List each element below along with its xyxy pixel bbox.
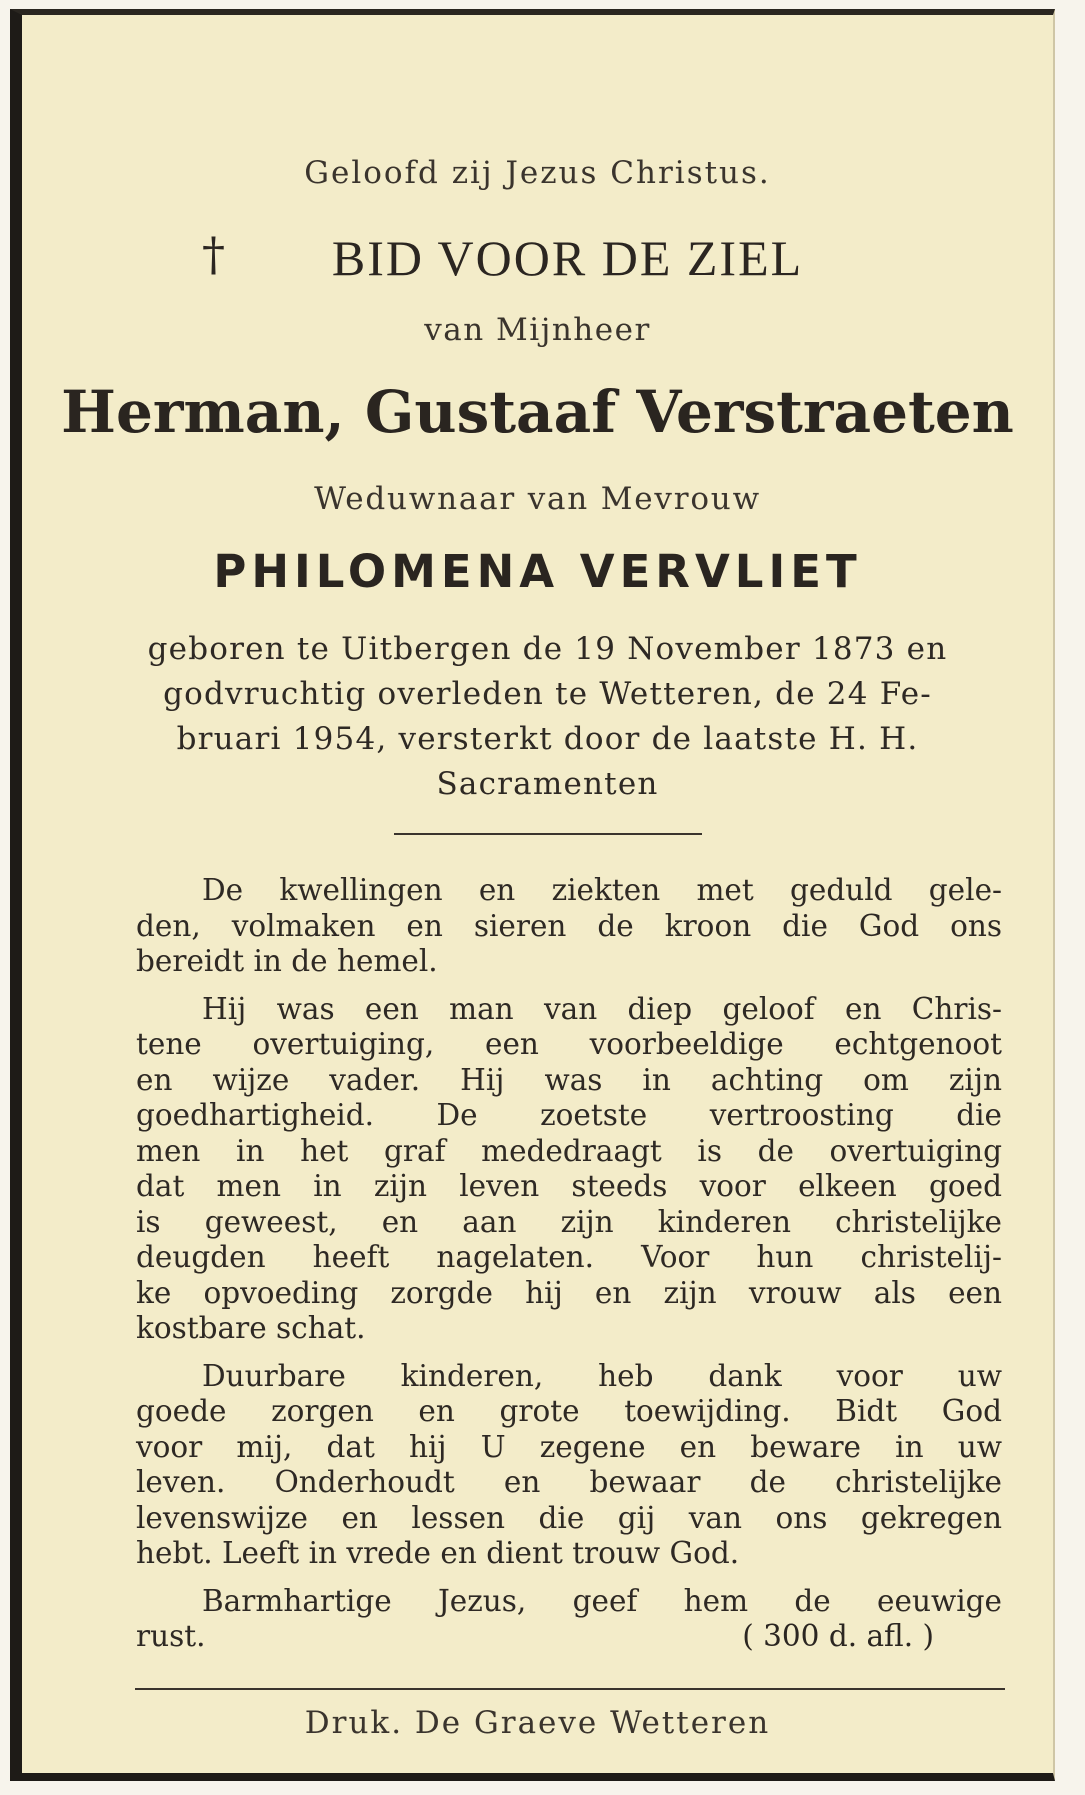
text-line: goedhartigheid. De zoetste vertroosting die [136, 1098, 1002, 1132]
cross-icon: † [202, 227, 225, 281]
biography [117, 627, 978, 807]
bio-line: Sacramenten [436, 766, 659, 802]
text-line: hebt. Leeft in vrede en dient trouw God. [136, 1536, 740, 1570]
paragraph-character [136, 992, 1002, 1347]
text-line: rust. [136, 1619, 206, 1653]
text-line: men in het graf mededraagt is de overtuiging [136, 1133, 1002, 1168]
memorial-card [10, 9, 1055, 1781]
section-divider [394, 833, 702, 835]
text-line: dat men in zijn leven steeds voor elkeen goed [136, 1169, 1002, 1203]
text-line: Hij was een man van diep geloof en Chris- [202, 991, 1002, 1026]
printer-imprint: Druk. De Graeve Wetteren [304, 1705, 771, 1741]
text-line: is geweest, en aan zijn kinderen christelijke [136, 1204, 1002, 1239]
text-line: levenswijze en lessen die gij van ons gekregen [136, 1500, 1002, 1535]
bio-line: godvruchtig overleden te Wetteren, de 24 Fe- [163, 676, 932, 712]
bio-line: bruari 1954, versterkt door de laatste H. H. [176, 721, 919, 757]
indulgence-note: ( 300 d. afl. ) [742, 1619, 934, 1653]
spouse-name: PHILOMENA VERVLIET [213, 545, 862, 598]
paragraph-prayer [136, 1584, 1002, 1655]
text-line: tene overtuiging, een voorbeeldige echtgenoot [136, 1027, 1002, 1061]
paragraph-children [136, 1359, 1002, 1572]
text-line: deugden heeft nagelaten. Voor hun christelij- [136, 1240, 1002, 1274]
text-line: ke opvoeding zorgde hij en zijn vrouw als een [136, 1275, 1002, 1310]
prayer-heading: BID VOOR DE ZIEL [331, 230, 804, 286]
text-line: den, volmaken en sieren de kroon die God ons [136, 908, 1002, 943]
deceased-name: Herman, Gustaaf Verstraeten [61, 378, 1014, 446]
text-line: goede zorgen en grote toewijding. Bidt God [136, 1394, 1002, 1428]
body-text [136, 873, 1002, 1667]
closing-row [136, 1619, 1002, 1655]
bio-line: geboren te Uitbergen de 19 November 1873 en [147, 631, 948, 667]
footer-divider [135, 1688, 1005, 1690]
text-line: en wijze vader. Hij was in achting om zijn [136, 1062, 1002, 1097]
text-line: Duurbare kinderen, heb dank voor uw [202, 1358, 1002, 1393]
text-line: Barmhartige Jezus, geef hem de eeuwige [202, 1583, 1002, 1618]
text-line: De kwellingen en ziekten met geduld gele- [202, 873, 1002, 907]
text-line: voor mij, dat hij U zegene en beware in uw [136, 1429, 1002, 1464]
text-line: bereidt in de hemel. [136, 944, 438, 978]
text-line: kostbare schat. [136, 1311, 366, 1345]
honorific-title: van Mijnheer [424, 312, 651, 348]
paragraph-suffering [136, 873, 1002, 980]
relation-line: Weduwnaar van Mevrouw [314, 481, 761, 517]
greeting-line: Geloofd zij Jezus Christus. [304, 155, 771, 191]
text-line: leven. Onderhoudt en bewaar de christelijke [136, 1465, 1002, 1499]
